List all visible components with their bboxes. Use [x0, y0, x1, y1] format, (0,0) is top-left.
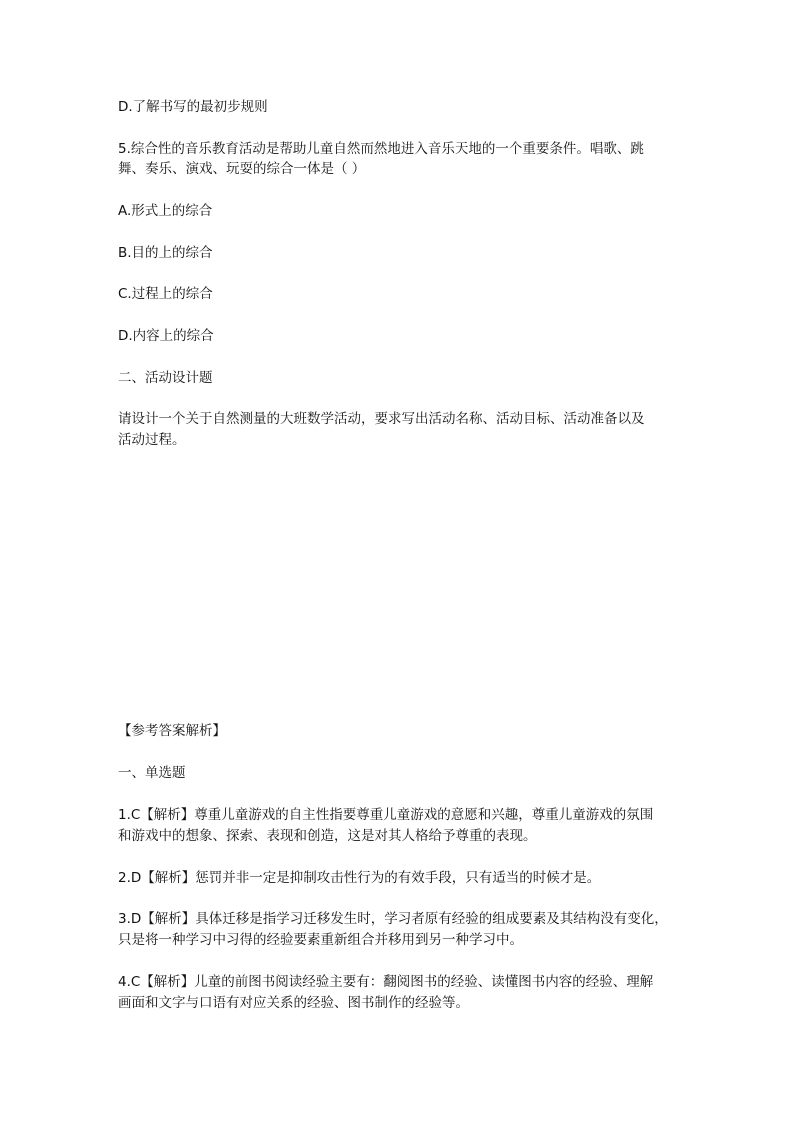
design-line-2: 活动过程。	[118, 432, 186, 448]
q5-option-a: A.形式上的综合	[118, 203, 213, 219]
answer-4-line-2: 画面和文字与口语有对应关系的经验、图书制作的经验等。	[118, 995, 469, 1011]
q5-option-c: C.过程上的综合	[118, 286, 213, 302]
design-line-1: 请设计一个关于自然测量的大班数学活动，要求写出活动名称、活动目标、活动准备以及	[118, 411, 645, 427]
answer-section-1-title: 一、单选题	[118, 765, 186, 781]
answer-1-line-1: 1.C【解析】尊重儿童游戏的自主性指要尊重儿童游戏的意愿和兴趣，尊重儿童游戏的氛围	[118, 807, 654, 823]
q5-option-b: B.目的上的综合	[118, 245, 213, 261]
answer-heading: 【参考答案解析】	[118, 723, 226, 739]
q5-option-d: D.内容上的综合	[118, 328, 214, 344]
section-2-title: 二、活动设计题	[118, 370, 213, 386]
answer-3-line-1: 3.D【解析】具体迁移是指学习迁移发生时，学习者原有经验的组成要素及其结构没有变化，	[118, 911, 668, 927]
q4-option-d: D.了解书写的最初步规则	[118, 99, 268, 115]
answer-1-line-2: 和游戏中的想象、探索、表现和创造，这是对其人格给予尊重的表现。	[118, 828, 537, 844]
q5-stem-line-2: 舞、奏乐、演戏、玩耍的综合一体是（ ）	[118, 161, 366, 177]
answer-2: 2.D【解析】惩罚并非一定是抑制攻击性行为的有效手段，只有适当的时候才是。	[118, 870, 601, 886]
answer-3-line-2: 只是将一种学习中习得的经验要素重新组合并移用到另一种学习中。	[118, 932, 523, 948]
q5-stem-line-1: 5.综合性的音乐教育活动是帮助儿童自然而然地进入音乐天地的一个重要条件。唱歌、跳	[118, 141, 644, 157]
answer-4-line-1: 4.C【解析】儿童的前图书阅读经验主要有：翻阅图书的经验、读懂图书内容的经验、理解	[118, 974, 654, 990]
